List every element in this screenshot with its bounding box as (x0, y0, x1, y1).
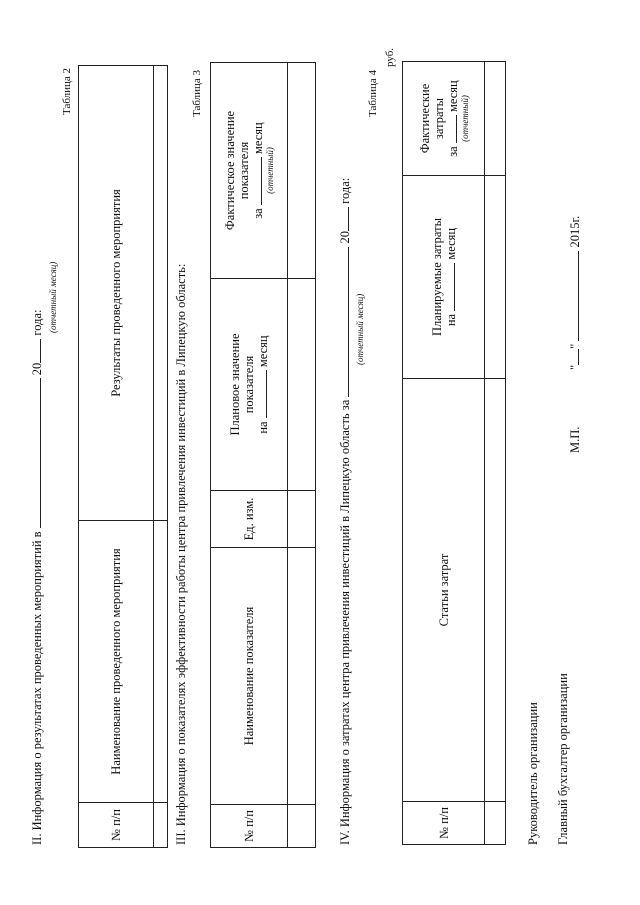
footer-accountant-label: Главный бухгалтер организации (556, 673, 570, 845)
table2 (78, 65, 168, 848)
table4-header-num: № п/п (403, 802, 485, 845)
footer-date-line: "" 2015г. (568, 215, 582, 370)
table4-cell[interactable] (485, 379, 506, 802)
table3-header-num: № п/п (211, 805, 288, 848)
table4 (402, 61, 506, 845)
table2-header-results: Результаты проведенного мероприятия (79, 66, 154, 521)
table4-header-name: Статьи затрат (403, 379, 485, 802)
table4-cell[interactable] (485, 802, 506, 845)
table3-header-actual: Фактическое значение показателя за месяц (отчетный) (211, 63, 288, 279)
table2-label: Таблица 2 (61, 67, 73, 115)
table3 (210, 62, 316, 848)
table3-cell[interactable] (288, 548, 316, 805)
table4-header-actual: Фактические затраты за месяц (отчетный) (403, 62, 485, 176)
section4-month-hint: (отчетный месяц) (355, 293, 365, 365)
table2-cell[interactable] (154, 521, 168, 803)
table2-header-num: № п/п (79, 803, 154, 848)
table3-cell[interactable] (288, 63, 316, 279)
table3-cell[interactable] (288, 279, 316, 491)
table4-unit: руб. (384, 47, 396, 67)
table4-cell[interactable] (485, 62, 506, 176)
section2-title: II. Информация о результатах проведенных мероприятий в 20 года: (30, 309, 44, 845)
table2-cell[interactable] (154, 803, 168, 848)
table4-label: Таблица 4 (367, 69, 379, 117)
section4-title: IV. Информация о затратах центра привлечения инвестиций в Липецкую область за 20 года: (338, 177, 352, 845)
table2-cell[interactable] (154, 66, 168, 521)
table3-header-planned: Плановое значение показателя на месяц (211, 279, 288, 491)
table2-header-event: Наименование проведенного мероприятия (79, 521, 154, 803)
table3-label: Таблица 3 (191, 69, 203, 117)
table3-cell[interactable] (288, 491, 316, 548)
table3-header-unit: Ед. изм. (211, 491, 288, 548)
section2-month-hint: (отчетный месяц) (48, 261, 58, 333)
table3-cell[interactable] (288, 805, 316, 848)
table4-header-planned: Планируемые затраты на месяц (403, 176, 485, 379)
footer-head-label: Руководитель организации (526, 702, 540, 845)
table3-header-name: Наименование показателя (211, 548, 288, 805)
table4-cell[interactable] (485, 176, 506, 379)
section3-title: III. Информация о показателях эффективности работы центра привлечения инвестиций в Липецкую область: (174, 263, 188, 845)
footer-seal-label: М.П. (568, 426, 582, 453)
